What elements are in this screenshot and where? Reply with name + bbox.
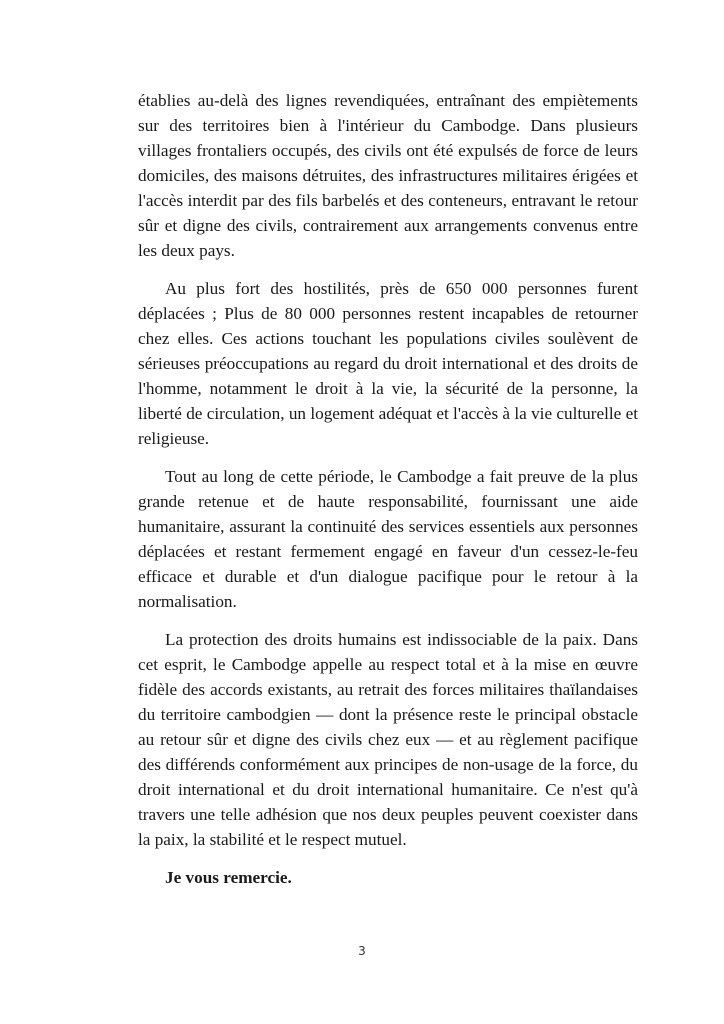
- paragraph-restraint: Tout au long de cette période, le Cambodge a fait preuve de la plus grande retenue et de haute responsabilité, fournissant une aide humanitaire, assurant la continuité des services essentiels aux personnes déplacées et restant fermement engagé en faveur d'un cessez-le-feu efficace et durable et d'un dialogue pacifique pour le retour à la normalisation.: [138, 467, 638, 611]
- paragraph-displacement: Au plus fort des hostilités, près de 650 000 personnes furent déplacées ; Plus de 80 000 personnes restent incapables de retourner chez elles. Ces actions touchant les populations civiles soulèvent de sérieuses préoccupations au regard du droit international et des droits de l'homme, notamment le droit à la vie, la sécurité de la personne, la liberté de circulation, un logement adéquat et l'accès à la vie culturelle et religieuse.: [138, 279, 638, 448]
- closing-remark: Je vous remercie.: [165, 868, 292, 887]
- paragraph-human-rights: La protection des droits humains est indissociable de la paix. Dans cet esprit, le Cambodge appelle au respect total et à la mise en œuvre fidèle des accords existants, au retrait des forces militaires thaïlandaises du territoire cambodgien — dont la présence reste le principal obstacle au retour sûr et digne des civils chez eux — et au règlement pacifique des différends conformément aux principes de non-usage de la force, du droit international et du droit international humanitaire. Ce n'est qu'à travers une telle adhésion que nos deux peuples peuvent coexister dans la paix, la stabilité et le respect mutuel.: [138, 630, 638, 849]
- document-body: [138, 88, 638, 890]
- paragraph-continuation: établies au-delà des lignes revendiquées, entraînant des empiètements sur des territoires bien à l'intérieur du Cambodge. Dans plusieurs villages frontaliers occupés, des civils ont été expulsés de force de leurs domiciles, des maisons détruites, des infrastructures militaires érigées et l'accès interdit par des fils barbelés et des conteneurs, entravant le retour sûr et digne des civils, contrairement aux arrangements convenus entre les deux pays.: [138, 91, 638, 260]
- page-number: 3: [358, 944, 366, 958]
